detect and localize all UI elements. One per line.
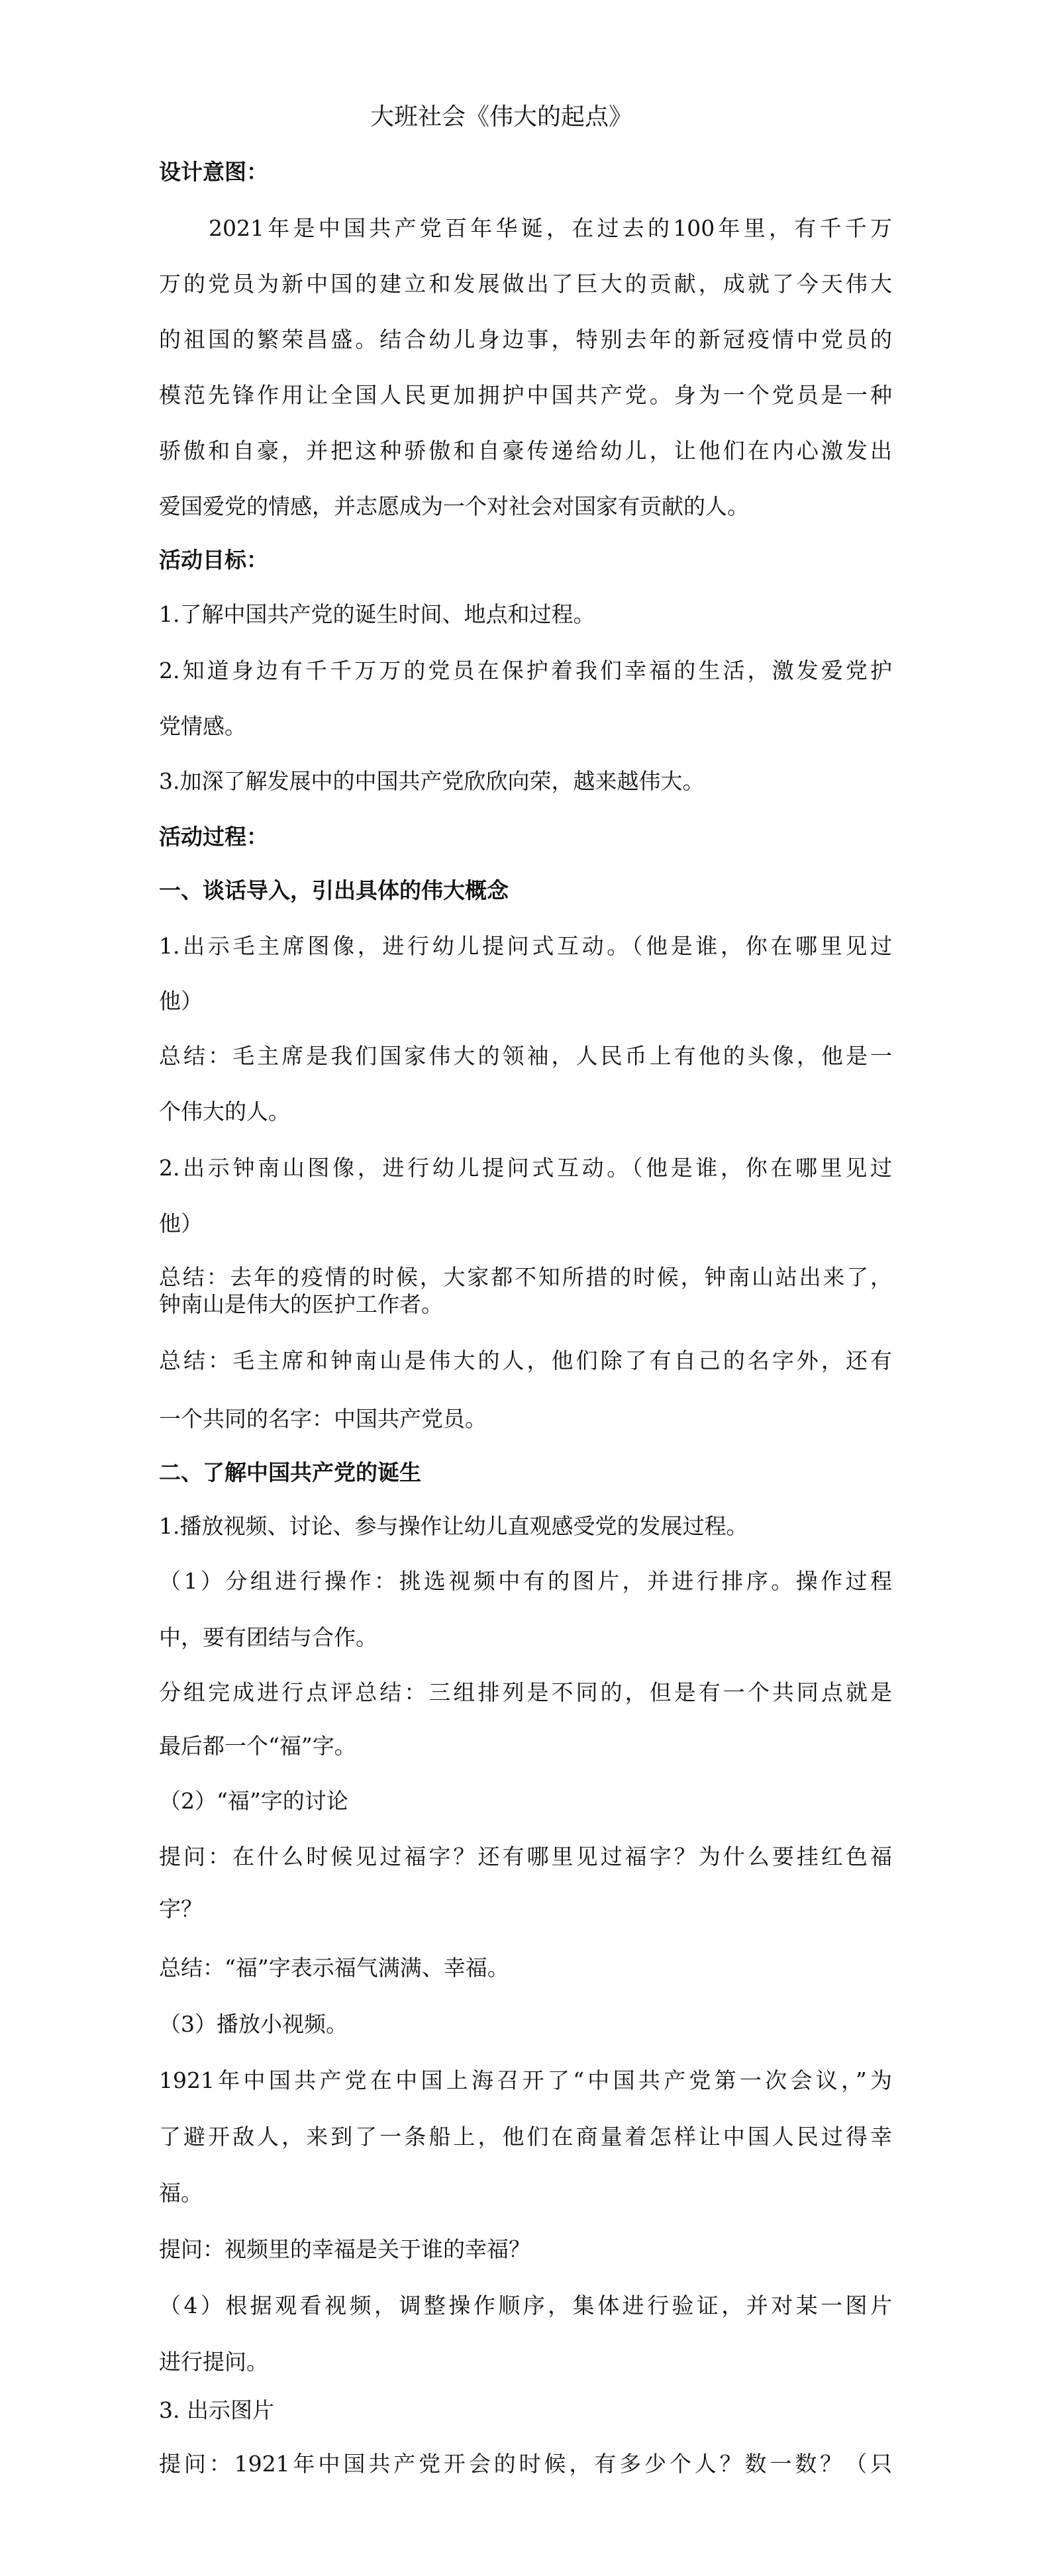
goal-line: 1.了解中国共产党的诞生时间、地点和过程。 [159,601,595,627]
goal-line: 2.知道身边有千千万万的党员在保护着我们幸福的生活，激发爱党护 [159,658,892,683]
process-line: 总结：毛主席和钟南山是伟大的人，他们除了有自己的名字外，还有 [159,1348,892,1373]
process-line: 他） [159,988,203,1014]
paragraph-line: 爱国爱党的情感，并志愿成为一个对社会对国家有贡献的人。 [159,493,749,519]
process-line: 他） [159,1211,203,1236]
process-line: 一个共同的名字：中国共产党员。 [159,1406,487,1432]
process-line: 1.出示毛主席图像，进行幼儿提问式互动。（他是谁，你在哪里见过 [159,933,892,959]
process-line: 总结：“福”字表示福气满满、幸福。 [159,1955,509,1981]
process-line: 进行提问。 [159,2349,268,2375]
process-line: 1921年中国共产党在中国上海召开了“中国共产党第一次会议，”为 [159,2067,892,2093]
heading-design-intent: 设计意图： [159,159,268,185]
heading-process: 活动过程： [159,824,268,850]
goal-line: 党情感。 [159,713,246,739]
process-line: 个伟大的人。 [159,1099,290,1124]
document-title: 大班社会《伟大的起点》 [370,103,632,130]
process-line: 钟南山是伟大的医护工作者。 [159,1291,443,1317]
process-line: （1）分组进行操作：挑选视频中有的图片，并进行排序。操作过程 [159,1568,892,1594]
paragraph-line: 模范先锋作用让全国人民更加拥护中国共产党。身为一个党员是一种 [159,382,892,408]
process-line: 分组完成进行点评总结：三组排列是不同的，但是有一个共同点就是 [159,1679,892,1705]
process-line: 中，要有团结与合作。 [159,1624,377,1650]
process-line: 2.出示钟南山图像，进行幼儿提问式互动。（他是谁，你在哪里见过 [159,1155,892,1181]
process-line: 总结：毛主席是我们国家伟大的领袖，人民币上有他的头像，他是一 [159,1043,892,1069]
process-line: 最后都一个“福”字。 [159,1733,356,1759]
process-line: 提问：1921年中国共产党开会的时候，有多少个人？数一数？（只 [159,2451,892,2477]
heading-goals: 活动目标： [159,547,268,573]
paragraph-line: 骄傲和自豪，并把这种骄傲和自豪传递给幼儿，让他们在内心激发出 [159,438,892,464]
heading-part-two: 二、了解中国共产党的诞生 [159,1460,421,1485]
process-line: （3）播放小视频。 [159,2011,348,2037]
process-line: （4）根据观看视频，调整操作顺序，集体进行验证，并对某一图片 [159,2293,892,2318]
process-line: 字？ [159,1896,203,1922]
process-line: 总结：去年的疫情的时候，大家都不知所措的时候，钟南山站出来了， [159,1264,892,1290]
process-line: 3. 出示图片 [159,2397,274,2423]
process-line: 提问：在什么时候见过福字？还有哪里见过福字？为什么要挂红色福 [159,1844,892,1869]
paragraph-line: 2021年是中国共产党百年华诞，在过去的100年里，有千千万 [209,215,892,241]
process-line: 提问：视频里的幸福是关于谁的幸福？ [159,2236,530,2262]
paragraph-line: 的祖国的繁荣昌盛。结合幼儿身边事，特别去年的新冠疫情中党员的 [159,326,892,352]
process-line: 了避开敌人，来到了一条船上，他们在商量着怎样让中国人民过得幸 [159,2124,892,2150]
process-line: 1.播放视频、讨论、参与操作让幼儿直观感受党的发展过程。 [159,1513,748,1539]
heading-part-one: 一、谈话导入，引出具体的伟大概念 [159,877,509,903]
process-line: （2）“福”字的讨论 [159,1788,348,1814]
paragraph-line: 万的党员为新中国的建立和发展做出了巨大的贡献，成就了今天伟大 [159,271,892,297]
process-line: 福。 [159,2180,203,2206]
goal-line: 3.加深了解发展中的中国共产党欣欣向荣，越来越伟大。 [159,768,705,794]
